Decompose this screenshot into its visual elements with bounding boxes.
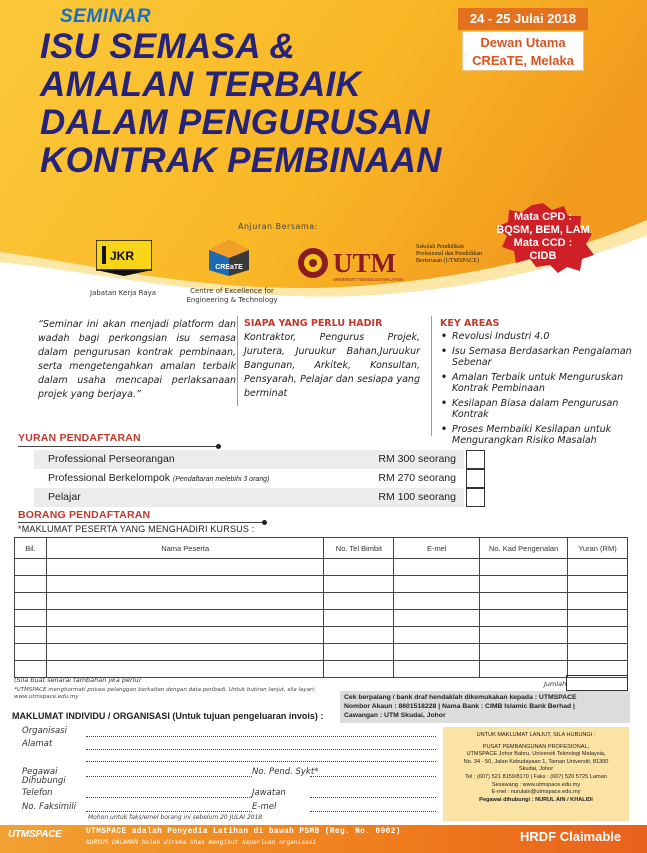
- fee-row: [34, 450, 464, 469]
- fee-price: RM 300 seorang: [378, 453, 456, 465]
- payment-line: Cawangan : UTM Skudai, Johor: [344, 712, 446, 719]
- table-cell[interactable]: [15, 610, 47, 627]
- contact-title: UNTUK MAKLUMAT LANJUT, SILA HUBUNGI :: [476, 732, 596, 738]
- column-divider: [431, 316, 432, 436]
- key-area-item: • Amalan Terbaik untuk Menguruskan Kontrak Pembinaan: [440, 372, 640, 394]
- input-jawatan[interactable]: [310, 797, 436, 798]
- table-row: [15, 559, 628, 576]
- table-cell[interactable]: [394, 576, 480, 593]
- fee-name: Professional Perseorangan: [48, 453, 175, 465]
- contact-line: Tel : (607) 521 8159/8170 | Faks : (607) 520 5725 Laman: [465, 773, 607, 780]
- contact-line: E-mel : nurulain@utmspace.edu.my: [491, 789, 581, 796]
- input-pegawai[interactable]: [86, 776, 252, 777]
- footer-tagline: UTMSPACE adalah Penyedia Latihan di bawah PSMB (Reg. No. 0902): [86, 828, 401, 836]
- title-line: ISU SEMASA &: [40, 27, 296, 66]
- table-cell[interactable]: [568, 644, 628, 661]
- badge-line: CIDB: [529, 250, 557, 262]
- table-cell[interactable]: [480, 593, 568, 610]
- table-cell[interactable]: [324, 593, 394, 610]
- table-cell[interactable]: [394, 610, 480, 627]
- jkr-logo: [96, 240, 152, 276]
- create-caption: Centre of Excellence for Engineering & Technology: [186, 287, 278, 304]
- table-cell[interactable]: [46, 661, 323, 678]
- table-cell[interactable]: [46, 559, 323, 576]
- table-cell[interactable]: [568, 610, 628, 627]
- deadline-note: Mohon untuk faks/emel borang ini sebelum 20 JULAI 2018: [88, 814, 263, 821]
- column-header-email: E-mel: [394, 538, 480, 559]
- table-cell[interactable]: [394, 559, 480, 576]
- contact-person: Pegawai dihubungi : NURUL AIN / KHALIDI: [479, 796, 593, 803]
- table-cell[interactable]: [480, 627, 568, 644]
- table-cell[interactable]: [324, 559, 394, 576]
- table-row: [15, 593, 628, 610]
- table-cell[interactable]: [46, 627, 323, 644]
- fee-checkbox[interactable]: [466, 488, 485, 507]
- fees-heading-dot: [216, 444, 221, 449]
- fee-name: [48, 472, 269, 484]
- jkr-caption: Jabatan Kerja Raya: [90, 289, 157, 297]
- badge-line: Mata CCD :: [513, 237, 573, 249]
- registration-heading: BORANG PENDAFTARAN: [18, 509, 151, 521]
- footer-subtagline: KURSUS DALAMAN boleh direka khas mengikut keperluan organisasi: [86, 839, 317, 846]
- label-pegawai: Pegawai Dihubungi: [22, 767, 66, 786]
- total-field[interactable]: [566, 675, 628, 691]
- table-cell[interactable]: [15, 661, 47, 678]
- utm-logo-subtext: UNIVERSITI TEKNOLOGI MALAYSIA: [333, 277, 404, 282]
- label-jawatan: Jawatan: [252, 788, 286, 798]
- key-area-item: • Proses Membaiki Kesilapan untuk Mengurangkan Risiko Masalah: [440, 424, 640, 446]
- table-cell[interactable]: [15, 576, 47, 593]
- key-area-item: • Isu Semasa Berdasarkan Pengalaman Sebenar: [440, 346, 640, 368]
- input-faks[interactable]: [86, 811, 252, 812]
- table-cell[interactable]: [480, 661, 568, 678]
- utm-logo-text: UTM: [333, 248, 396, 278]
- registration-heading-rule: [18, 522, 266, 523]
- input-emel[interactable]: [310, 811, 436, 812]
- extra-list-note: (Sila buat senarai tambahan jika perlu): [14, 676, 142, 684]
- table-cell[interactable]: [480, 559, 568, 576]
- table-cell[interactable]: [46, 593, 323, 610]
- venue-line: CREaTE, Melaka: [472, 53, 574, 68]
- table-cell[interactable]: [394, 627, 480, 644]
- page-title: [40, 28, 510, 180]
- contact-line: Sesawang : www.utmspace.edu.my: [491, 781, 581, 788]
- fee-checkbox[interactable]: [466, 450, 485, 469]
- table-cell[interactable]: [324, 627, 394, 644]
- fees-heading-rule: [18, 446, 218, 447]
- venue-line: Dewan Utama: [480, 35, 566, 50]
- organisers-label: Anjuran Bersama:: [238, 222, 318, 231]
- intro-quote: “Seminar ini akan menjadi platform dan wadah bagi perkongsian isu semasa dalam pengurusan kontrak pembinaan, serta mengetengahkan amalan terbaik dalam usaha mencapai perlaksanaan projek yang berjaya.”: [38, 319, 236, 400]
- table-cell[interactable]: [15, 559, 47, 576]
- fee-name-text: Professional Berkelompok: [48, 472, 170, 484]
- individual-heading: MAKLUMAT INDIVIDU / ORGANISASI (Untuk tujuan pengeluaran invois) :: [12, 711, 324, 721]
- participants-label: *MAKLUMAT PESERTA YANG MENGHADIRI KURSUS :: [18, 524, 255, 534]
- fee-price: RM 100 seorang: [378, 491, 456, 503]
- hrdf-label: HRDF Claimable: [520, 829, 622, 844]
- contact-line: PUSAT PEMBANGUNAN PROFESIONAL,: [482, 743, 590, 750]
- table-row: [15, 610, 628, 627]
- key-areas-list: [440, 331, 640, 450]
- fee-note: (Pendaftaran melebihi 3 orang): [172, 476, 270, 483]
- table-cell[interactable]: [568, 559, 628, 576]
- badge-line: BQSM, BEM, LAM: [496, 224, 590, 236]
- input-alamat-2[interactable]: [86, 761, 436, 762]
- column-header-ic: No. Kad Pengenalan: [480, 538, 568, 559]
- input-telefon[interactable]: [86, 797, 252, 798]
- fee-row: [34, 488, 464, 507]
- table-header-row: [15, 538, 628, 559]
- input-pend-sykt[interactable]: [310, 776, 436, 777]
- key-areas-heading: KEY AREAS: [440, 318, 500, 329]
- fee-name: Pelajar: [48, 491, 81, 503]
- table-cell[interactable]: [15, 593, 47, 610]
- label-telefon: Telefon: [22, 788, 53, 798]
- payment-line: Nombor Akaun : 8601518228 | Nama Bank : CIMB Islamic Bank Berhad |: [344, 703, 575, 710]
- table-row: [15, 627, 628, 644]
- table-cell[interactable]: [46, 644, 323, 661]
- table-cell[interactable]: [394, 593, 480, 610]
- table-cell[interactable]: [324, 610, 394, 627]
- contact-line: Skudai, Johor: [518, 766, 554, 773]
- table-cell[interactable]: [46, 576, 323, 593]
- label-emel: E-mel: [252, 802, 277, 812]
- contact-info: [446, 732, 626, 804]
- column-header-phone: No. Tel Bimbit: [324, 538, 394, 559]
- seminar-label: SEMINAR: [60, 6, 152, 27]
- audience-text: Kontraktor, Pengurus Projek, Jurutera, Juruukur Bahan,Juruukur Bangunan, Arkitek, Konsultan, Pensyarah, Pelajar dan sesiapa yang berminat: [244, 332, 420, 399]
- footer-logo: UTMSPACE: [8, 829, 62, 840]
- table-row: [15, 576, 628, 593]
- event-date: 24 - 25 Julai 2018: [458, 8, 588, 30]
- key-area-item: • Revolusi Industri 4.0: [440, 331, 640, 342]
- cpd-badge: [488, 211, 598, 263]
- fee-checkbox[interactable]: [466, 469, 485, 488]
- registration-heading-dot: [262, 520, 267, 525]
- label-faks: No. Faksimili: [22, 802, 77, 812]
- column-header-fee: Yuran (RM): [568, 538, 628, 559]
- input-alamat[interactable]: [86, 749, 436, 750]
- event-venue: [462, 31, 584, 71]
- label-pend-sykt: No. Pend. Sykt*: [252, 767, 319, 777]
- jkr-logo-text: JKR: [110, 249, 135, 263]
- table-cell[interactable]: [324, 661, 394, 678]
- input-organisasi[interactable]: [86, 736, 436, 737]
- table-row: [15, 661, 628, 678]
- table-cell[interactable]: [324, 644, 394, 661]
- table-cell[interactable]: [568, 593, 628, 610]
- table-cell[interactable]: [480, 644, 568, 661]
- total-label: Jumlah: [544, 680, 567, 688]
- create-logo: [205, 240, 253, 276]
- contact-line: UTMSPACE Johor Bahru, Universiti Teknologi Malaysia,: [466, 751, 606, 758]
- title-line: AMALAN TERBAIK: [40, 65, 362, 104]
- table-cell[interactable]: [394, 644, 480, 661]
- table-cell[interactable]: [15, 627, 47, 644]
- table-cell[interactable]: [480, 610, 568, 627]
- label-alamat: Alamat: [22, 739, 53, 749]
- utm-logo: [297, 245, 417, 283]
- table-cell[interactable]: [394, 661, 480, 678]
- audience-heading: SIAPA YANG PERLU HADIR: [244, 318, 383, 329]
- create-logo-text: CREaTE: [215, 264, 243, 271]
- table-cell[interactable]: [568, 576, 628, 593]
- column-header-bil: Bil.: [15, 538, 47, 559]
- title-line: DALAM PENGURUSAN: [40, 103, 430, 142]
- utm-space-caption: Sekolah Pendidikan Profesional dan Pendidikan Berterusan (UTMSPACE): [416, 244, 482, 264]
- table-cell[interactable]: [568, 627, 628, 644]
- contact-line: No. 34 - 50, Jalan Kebudayaan 1, Taman Universiti, 81300: [463, 758, 609, 765]
- table-row: [15, 644, 628, 661]
- table-cell[interactable]: [324, 576, 394, 593]
- label-organisasi: Organisasi: [22, 726, 67, 736]
- column-divider: [237, 316, 238, 406]
- payment-info: [344, 693, 630, 720]
- participants-table: [14, 537, 628, 678]
- table-cell[interactable]: [480, 576, 568, 593]
- badge-line: Mata CPD :: [513, 211, 573, 223]
- table-cell[interactable]: [46, 610, 323, 627]
- fees-heading: YURAN PENDAFTARAN: [18, 432, 141, 444]
- title-line: KONTRAK PEMBINAAN: [40, 141, 442, 180]
- key-area-item: • Kesilapan Biasa dalam Pengurusan Kontrak: [440, 398, 640, 420]
- privacy-note: *UTMSPACE menghormati privasi pelanggan berkaitan dengan data peribadi. Untuk butiran lanjut, sila layari: www.utmspace.edu.my: [14, 687, 316, 700]
- payment-line: Cek berpalang / bank draf hendaklah dikemukakan kepada : UTMSPACE: [344, 694, 577, 701]
- fee-price: RM 270 seorang: [378, 472, 456, 484]
- column-header-name: Nama Peserta: [46, 538, 323, 559]
- fee-row: [34, 469, 464, 488]
- table-cell[interactable]: [15, 644, 47, 661]
